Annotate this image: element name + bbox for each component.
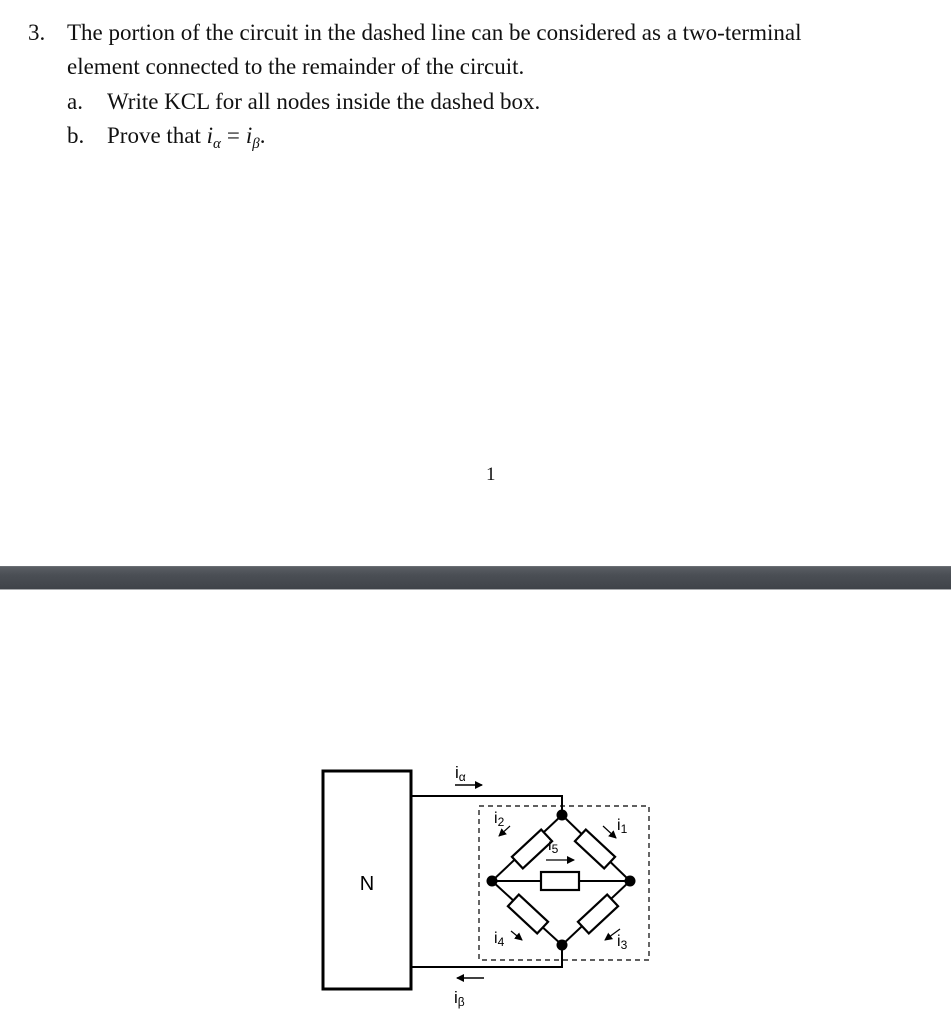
- arrow-i4: [511, 931, 522, 940]
- circuit-diagram: [0, 740, 951, 1024]
- subpart-b-text: [107, 121, 266, 159]
- math-rhs: i: [245, 123, 253, 148]
- math-lhs-subscript: α: [213, 136, 221, 152]
- subpart-b-period: .: [259, 123, 266, 148]
- problem-stem-line-1: The portion of the circuit in the dashed line can be considered as a two-terminal: [67, 20, 802, 45]
- subpart-a-text: Write KCL for all nodes inside the dashed box.: [107, 89, 541, 114]
- node-left: [487, 876, 498, 887]
- resistor-r4: [508, 895, 548, 934]
- resistor-r3: [578, 895, 618, 934]
- subpart-b-label: b.: [67, 123, 85, 148]
- problem-number: 3.: [28, 20, 46, 45]
- label-i-alpha: iα: [455, 763, 466, 784]
- label-i2: i2: [494, 810, 505, 829]
- equation-i-alpha-equals-i-beta: [206, 123, 260, 152]
- subpart-a-label: a.: [67, 89, 83, 114]
- math-lhs: i: [206, 123, 214, 148]
- arrow-i1: [603, 826, 616, 838]
- resistor-r1: [575, 830, 615, 869]
- resistor-r2: [512, 830, 552, 869]
- problem-stem-line-2: element connected to the remainder of the circuit.: [67, 54, 525, 79]
- network-label-n: N: [359, 873, 375, 895]
- page-break-bar: [0, 566, 951, 590]
- label-i1: i1: [617, 817, 628, 836]
- subpart-b-prefix: Prove that: [107, 123, 201, 148]
- label-i-beta: iβ: [454, 988, 465, 1009]
- label-i3: i3: [617, 933, 628, 952]
- bottom-wire: [411, 945, 562, 967]
- node-bottom: [557, 940, 568, 951]
- page-number: 1: [486, 464, 496, 485]
- math-equals: =: [226, 123, 240, 148]
- label-i4: i4: [494, 930, 505, 949]
- top-wire: [411, 796, 562, 815]
- node-right: [625, 876, 636, 887]
- resistor-r5: [541, 872, 579, 890]
- math-rhs-subscript: β: [252, 136, 260, 152]
- node-top: [557, 810, 568, 821]
- label-i5: i5: [548, 837, 559, 856]
